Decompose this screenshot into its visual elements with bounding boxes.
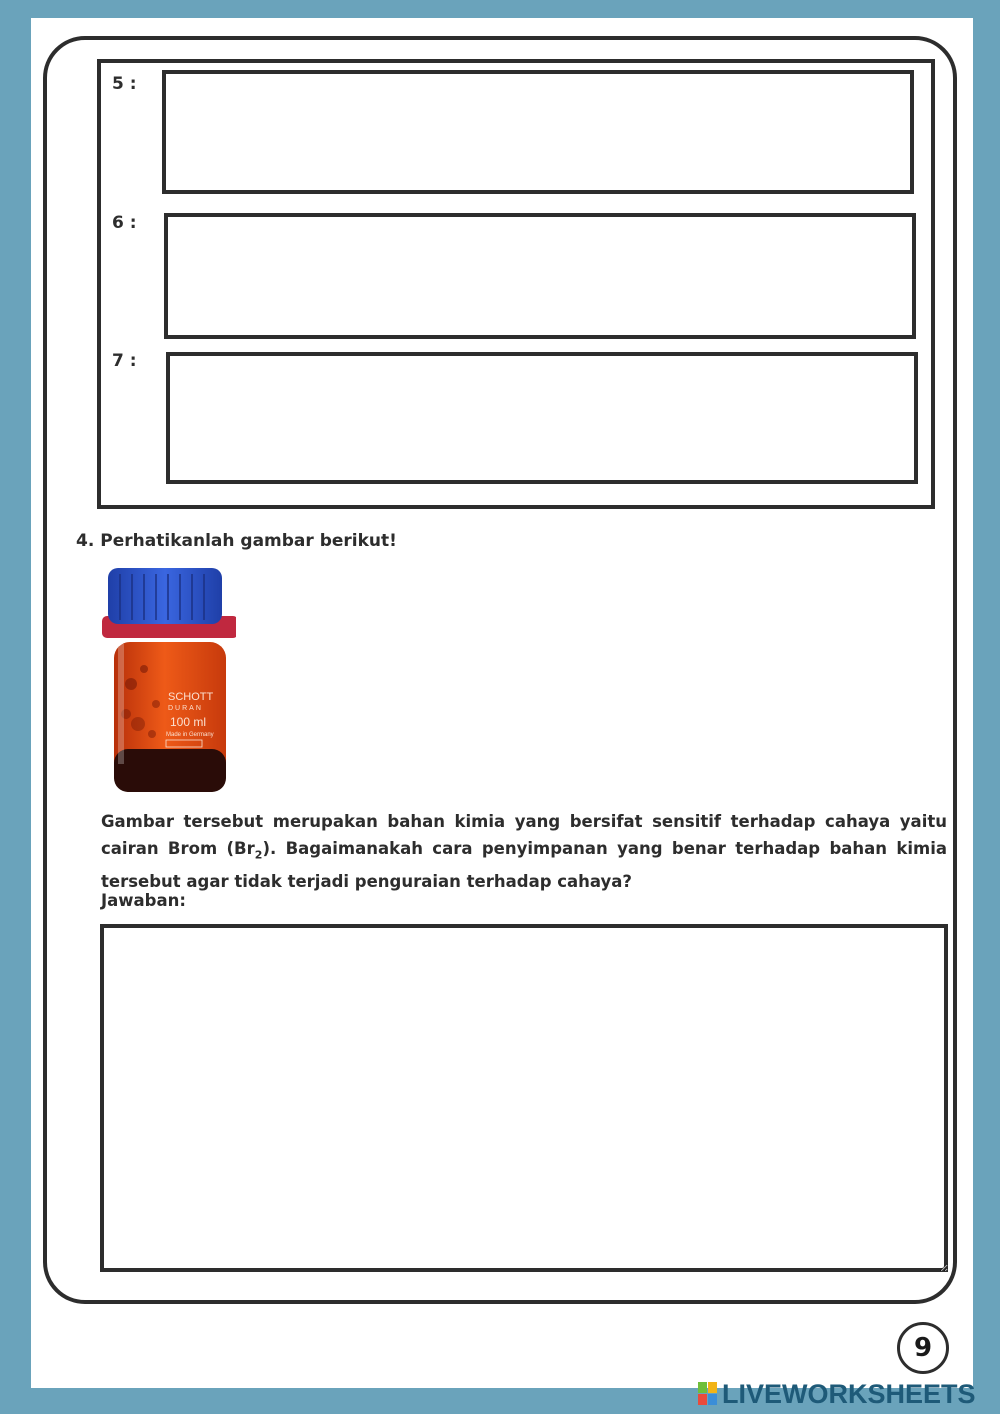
brand-text: LIVEWORKSHEETS bbox=[722, 1378, 976, 1409]
answer-7-box[interactable] bbox=[166, 352, 918, 484]
answer-7-label: 7 : bbox=[112, 351, 137, 371]
bromine-subscript: 2 bbox=[254, 848, 263, 862]
answer-box[interactable] bbox=[100, 924, 948, 1272]
page-number-badge bbox=[897, 1322, 949, 1374]
logo-icon bbox=[698, 1382, 718, 1406]
answer-6-box[interactable] bbox=[164, 213, 916, 339]
answer-6-input[interactable] bbox=[168, 217, 916, 337]
answer-5-input[interactable] bbox=[166, 74, 914, 192]
answer-6-label: 6 : bbox=[112, 213, 137, 233]
question-title-text: Perhatikanlah gambar berikut! bbox=[100, 531, 397, 551]
bottle-volume: 100 ml bbox=[170, 715, 207, 729]
bottle-made-in: Made in Germany bbox=[166, 732, 214, 738]
bottle-sub-brand: DURAN bbox=[168, 705, 203, 712]
answer-label: Jawaban: bbox=[101, 891, 186, 910]
question-number: 4. bbox=[76, 531, 95, 551]
answer-5-label: 5 : bbox=[112, 74, 137, 94]
bottle-brand: SCHOTT bbox=[168, 691, 214, 703]
answer-7-input[interactable] bbox=[170, 356, 918, 482]
question-4-title bbox=[76, 531, 397, 551]
question-text-part2: ). Bagaimanakah cara penyimpanan yang benar terhadap bahan kimia tersebut agar tidak terjadi penguraian terhadap cahaya? bbox=[101, 839, 947, 892]
answer-5-box[interactable] bbox=[162, 70, 914, 194]
liveworksheets-logo bbox=[698, 1377, 976, 1411]
page-number: 9 bbox=[913, 1333, 933, 1363]
answer-textarea[interactable] bbox=[104, 928, 948, 1272]
bromine-bottle-image bbox=[96, 564, 236, 796]
question-text bbox=[101, 808, 947, 895]
question-text-part1: Gambar tersebut merupakan bahan kimia yang bersifat sensitif terhadap cahaya yaitu cairan Brom (Br bbox=[101, 812, 947, 858]
